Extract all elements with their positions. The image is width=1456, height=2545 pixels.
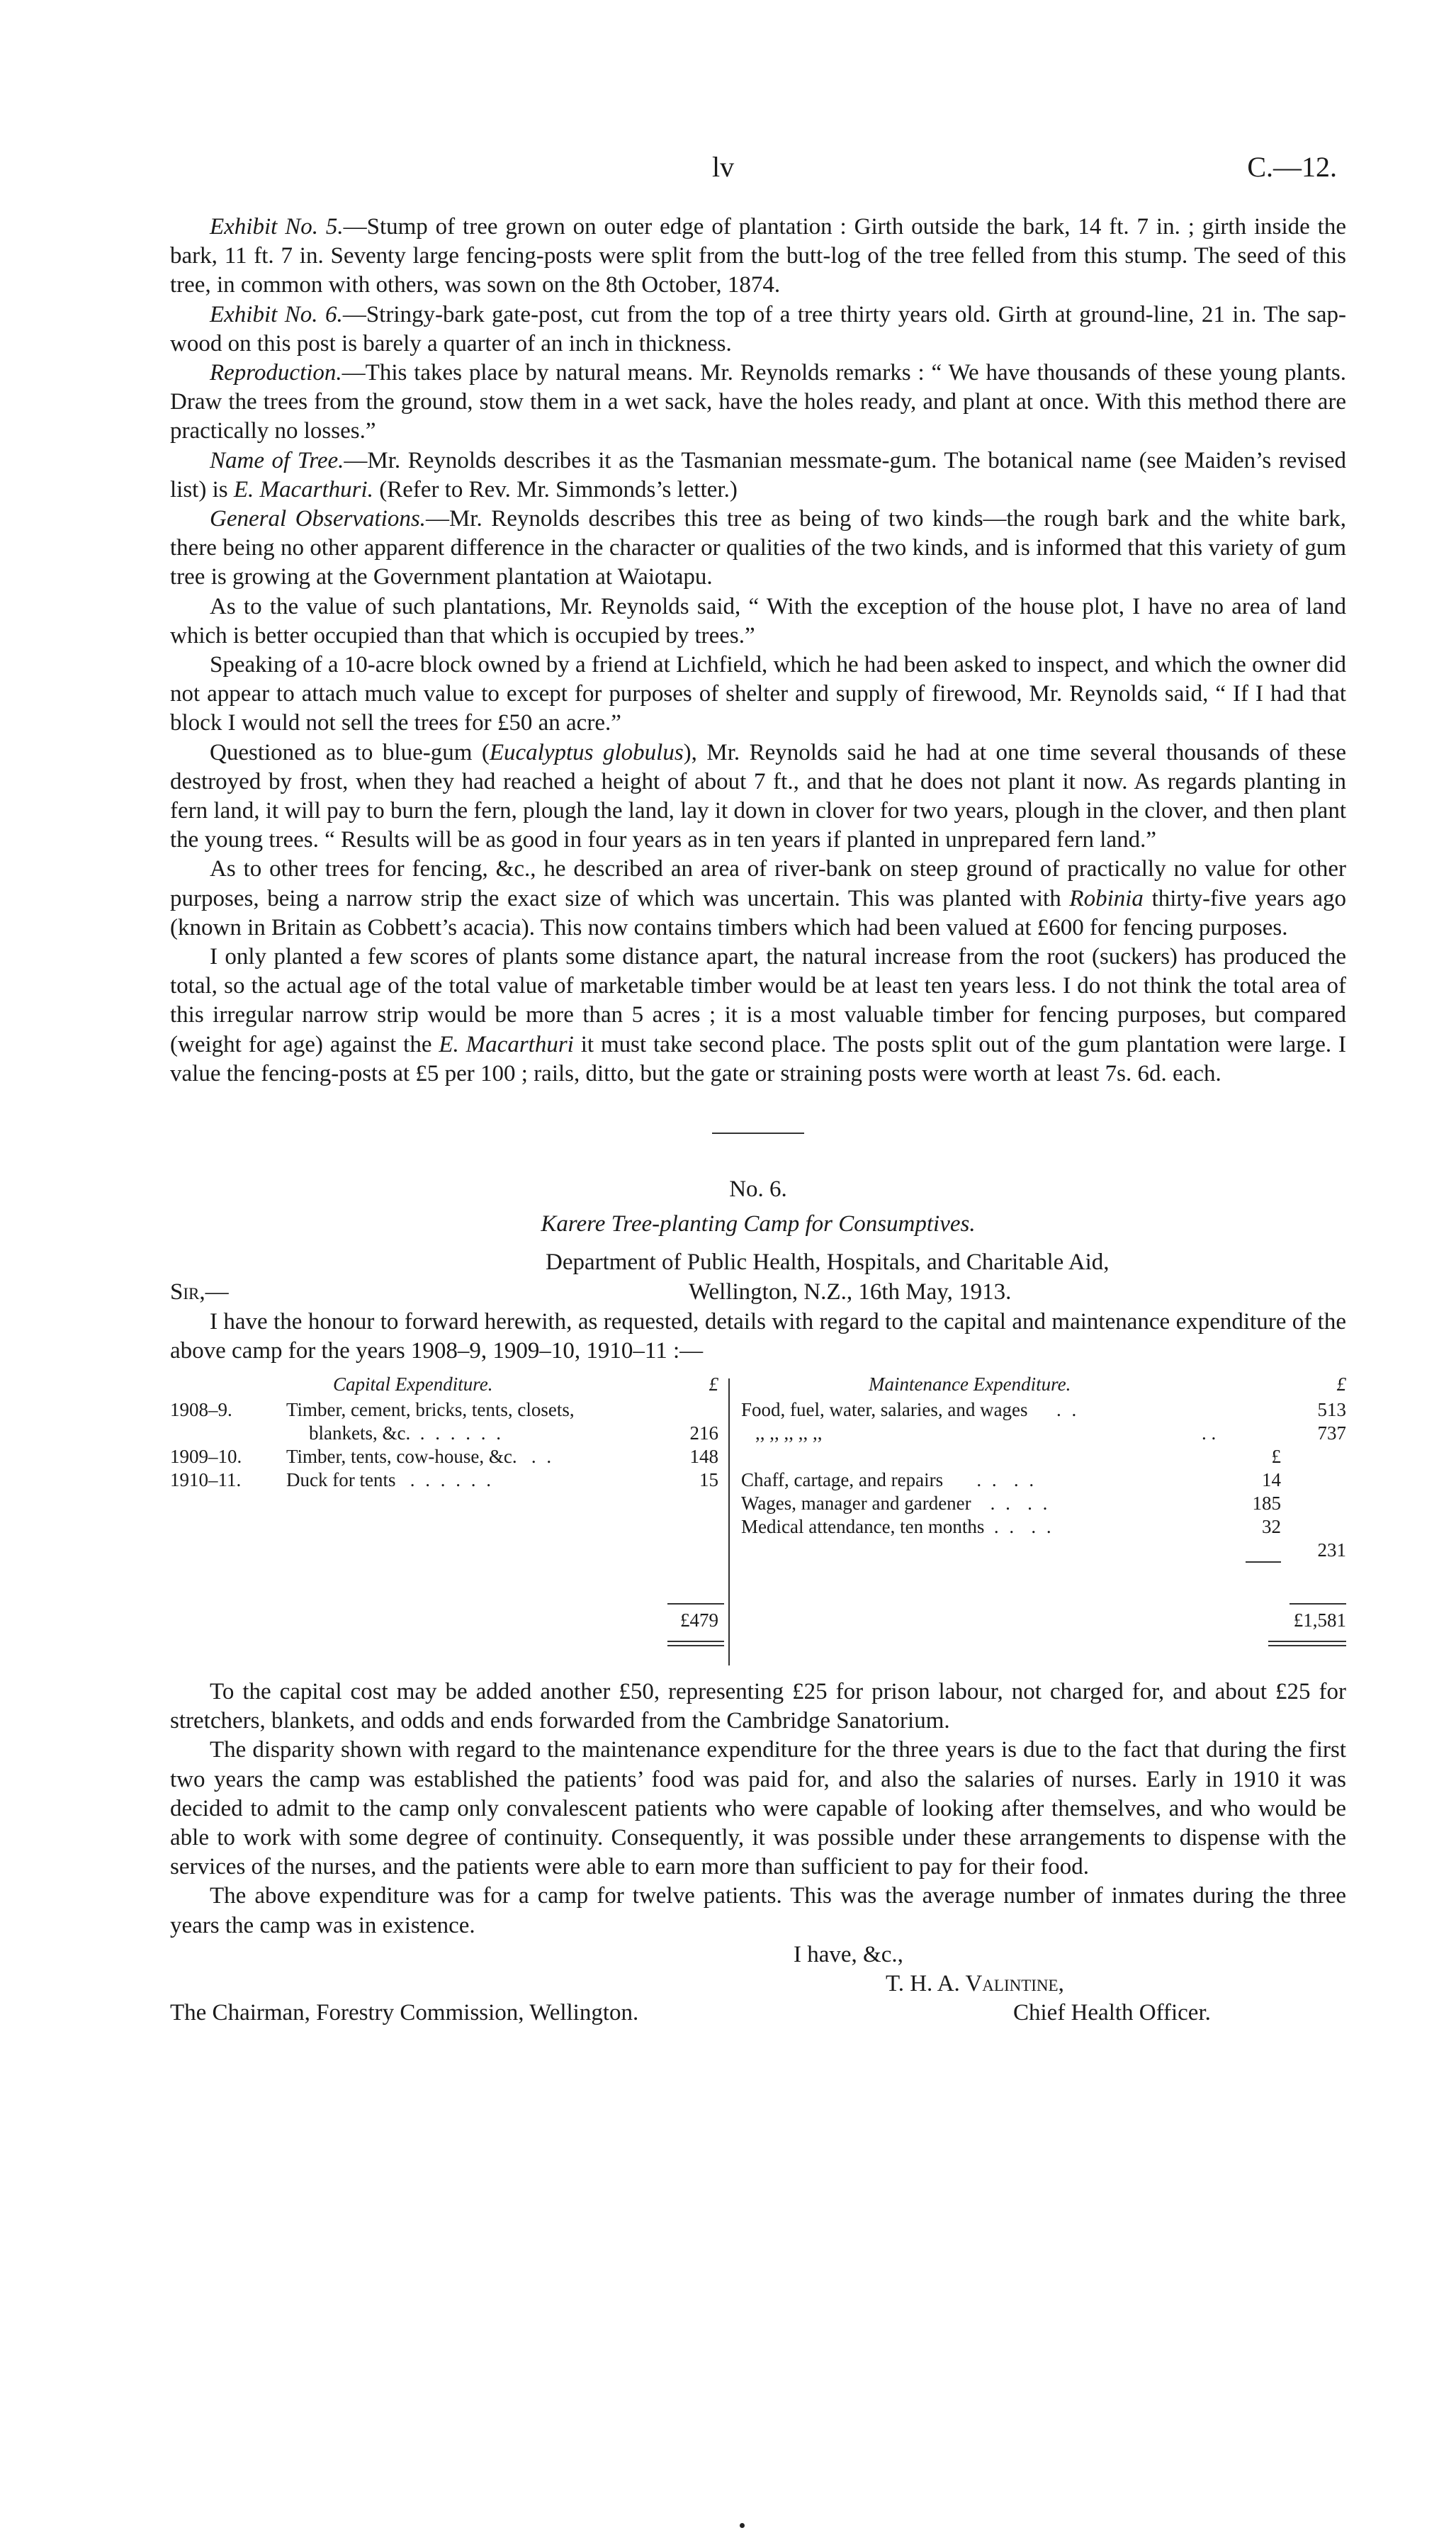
capital-total: £479 [680, 1609, 718, 1631]
body-text [170, 213, 1346, 2033]
paragraph-exhibit-5 [170, 213, 1346, 300]
paragraph-twelve-patients: The above expenditure was for a camp for twelve patients. This was the average number of inmates during the three years the camp was in existence. [170, 1883, 1346, 1938]
row-amount: 216 [689, 1422, 718, 1444]
letter-intro: I have the honour to forward herewith, as requested, details with regard to the capital and maintenance expenditure of the above camp for the years 1908–9, 1909–10, 1910–11 :— [170, 1308, 1346, 1364]
signatory-name: T. H. A. Valintine, [886, 1970, 1064, 1996]
row-sub-amount: 14 [1262, 1468, 1281, 1490]
paragraph-lead: Exhibit No. 5. [210, 214, 344, 240]
row-amount: 15 [699, 1468, 718, 1490]
botanical-name: E. Macarthuri. [233, 476, 373, 502]
row-amount: 231 [1317, 1539, 1346, 1561]
double-rule [667, 1641, 724, 1646]
botanical-name: Robinia [1069, 885, 1144, 911]
table-row [741, 1445, 1346, 1468]
total-rule [667, 1603, 724, 1605]
paragraph-reproduction [170, 359, 1346, 446]
paragraph-disparity: The disparity shown with regard to the maintenance expenditure for the three years is due to the fact that during the first two years the camp was established the patients’ food was paid for, and also the salaries of nurses. Early in 1910 it was decided to admit to the camp only convalescent patients who were capable of looking after themselves, and who would be able to work with some degree of continuity. Consequently, it was possible under these arrangements to dispense with the services of the nurses, and the patients were able to earn more than sufficient to pay for their food. [170, 1737, 1346, 1880]
row-description: Timber, tents, cow-house, &c. . . [286, 1445, 555, 1467]
capital-heading: Capital Expenditure. [333, 1373, 493, 1395]
section-title: Karere Tree-planting Camp for Consumptives. [541, 1211, 976, 1237]
maintenance-currency: £ [1336, 1373, 1346, 1395]
paragraph-text: —Mr. Reynolds describes it as the Tasmanian messmate-gum. The botanical name (see Maiden’s revised list) is [170, 447, 1346, 502]
paragraph-fencing-posts [170, 943, 1346, 1089]
row-description: Food, fuel, water, salaries, and wages . . [741, 1398, 1080, 1420]
section-number: No. 6. [729, 1176, 787, 1203]
paragraph-text: I only planted a few scores of plants some distance apart, the natural increase from the root (suckers) has produced the total, so the actual age of the total value of marketable timber would be at least ten years less. I do not think the total area of this irregular narrow strip would be more than 5 acres ; it is a most valuable timber for fencing purposes, but compared (weight for age) against the [170, 944, 1346, 1057]
total-rule [1289, 1603, 1346, 1605]
row-description: Chaff, cartage, and repairs . . . . [741, 1468, 1037, 1490]
table-row [170, 1445, 724, 1468]
section-divider [712, 1133, 804, 1134]
table-row [741, 1468, 1346, 1492]
paragraph-text: Questioned as to blue-gum ( [210, 739, 490, 765]
paragraph-capital-cost: To the capital cost may be added another £50, representing £25 for prison labour, not charged for, and about £25 for stretchers, blankets, and odds and ends forwarded from the Cambridge Sanatorium. [170, 1678, 1346, 1734]
table-row [741, 1398, 1346, 1422]
paragraph-lead: Exhibit No. 6. [210, 301, 343, 327]
letter-signoff [170, 1940, 1346, 2033]
row-description: Duck for tents . . . . . . [286, 1468, 494, 1490]
table-row [741, 1492, 1346, 1515]
signatory-title: Chief Health Officer. [1013, 1999, 1211, 2026]
page-header [0, 150, 1456, 193]
paragraph-text: —Stump of tree grown on outer edge of plantation : Girth outside the bark, 14 ft. 7 in. ; girth inside the bark, 11 ft. 7 in. Seventy large fencing-posts were split from the butt-log of the tree felled from this stump. The seed of this tree, in common with others, was sown on the 8th October, 1874. [170, 214, 1346, 298]
table-row [741, 1422, 1346, 1445]
complimentary-close: I have, &c., [794, 1941, 903, 1967]
capital-total-row [577, 1609, 718, 1632]
row-amount: 513 [1317, 1398, 1346, 1420]
paragraph-name-of-tree [170, 446, 1346, 505]
capital-table-header [170, 1373, 724, 1398]
paragraph-lichfield-block: Speaking of a 10-acre block owned by a friend at Lichfield, which he had been asked to inspect, and which the owner did not appear to attach much value to except for purposes of shelter and supply of firewood, Mr. Reynolds said, “ If I had that block I would not sell the trees for £50 an acre.” [170, 652, 1346, 736]
paragraph-robinia [170, 855, 1346, 943]
botanical-name: Eucalyptus globulus [489, 739, 684, 765]
row-year: 1910–11. [170, 1468, 242, 1490]
letter-department: Department of Public Health, Hospitals, and Charitable Aid, [546, 1249, 1110, 1275]
letter-addressee: The Chairman, Forestry Commission, Wellington. [170, 1999, 639, 2026]
capital-currency: £ [709, 1373, 718, 1395]
paragraph-lead: Reproduction. [210, 360, 342, 386]
paragraph-general-observations [170, 505, 1346, 592]
letter-place-date: Wellington, N.Z., 16th May, 1913. [689, 1279, 1012, 1305]
document-reference: C.—12. [1247, 151, 1337, 183]
row-amount: 148 [689, 1445, 718, 1467]
paragraph-text: it must take second place. The posts split out of the gum plantation were large. I value the fencing-posts at £5 per 100 ; rails, ditto, but the gate or straining posts were worth at least 7s. 6d. each. [170, 1031, 1346, 1086]
maintenance-total: £1,581 [1293, 1609, 1346, 1631]
paragraph-blue-gum [170, 738, 1346, 855]
letter-salutation: Sir,— [170, 1279, 229, 1305]
row-sub-amount: 185 [1252, 1492, 1281, 1514]
row-sub-amount: 32 [1262, 1515, 1281, 1537]
capital-expenditure-table [170, 1373, 724, 1631]
paragraph-lead: Name of Tree. [210, 447, 344, 473]
row-description: Wages, manager and gardener . . . . [741, 1492, 1051, 1514]
paragraph-text: —Mr. Reynolds describes this tree as being of two kinds—the rough bark and the white bark, there being no other apparent difference in the character or qualities of the two kinds, and is informed that this variety of gum tree is growing at the Government plantation at Waiotapu. [170, 506, 1346, 590]
paragraph-text: As to other trees for fencing, &c., he described an area of river-bank on steep ground of practically no value for other purposes, being a narrow strip the exact size of which was uncertain. This was planted with [170, 856, 1346, 911]
table-divider [728, 1378, 730, 1665]
table-row [170, 1422, 724, 1445]
table-row [170, 1468, 724, 1492]
paragraph-value-of-plantations: As to the value of such plantations, Mr. Reynolds said, “ With the exception of the house plot, I have no area of land which is better occupied than that which is occupied by trees.” [170, 593, 1346, 648]
table-row [741, 1539, 1346, 1562]
expenditure-tables [170, 1373, 1346, 1678]
row-amount: 737 [1317, 1422, 1346, 1444]
maintenance-table-header [741, 1373, 1346, 1398]
row-year: 1909–10. [170, 1445, 242, 1467]
double-rule [1268, 1641, 1346, 1646]
paragraph-text: thirty-five years ago (known in Britain as Cobbett’s acacia). This now contains timbers which had been valued at £600 for fencing purposes. [170, 885, 1347, 940]
maintenance-expenditure-table [741, 1373, 1346, 1631]
page-number: lv [712, 151, 735, 183]
paragraph-text: —Stringy-bark gate-post, cut from the top of a tree thirty years old. Girth at ground-line, 21 in. The sap-wood on this post is barely a quarter of an inch in thickness. [170, 301, 1346, 356]
row-description: blankets, &c. . . . . . . [309, 1422, 504, 1444]
table-row [741, 1515, 1346, 1539]
row-description: ,, ,, ,, ,, ,, [755, 1422, 823, 1444]
row-description: Timber, cement, bricks, tents, closets, [286, 1398, 575, 1420]
botanical-name: E. Macarthuri [439, 1031, 574, 1057]
table-row [170, 1398, 724, 1422]
paragraph-lead: General Observations. [210, 506, 426, 532]
letter-heading [170, 1248, 1346, 1308]
row-dots: . . [1202, 1422, 1217, 1444]
paragraph-text: —This takes place by natural means. Mr. Reynolds remarks : “ We have thousands of these young plants. Draw the trees from the ground, stow them in a wet sack, have the holes ready, and plant at once. With this method there are practically no losses.” [170, 360, 1346, 444]
maintenance-heading: Maintenance Expenditure. [869, 1373, 1071, 1395]
paragraph-text: (Refer to Rev. Mr. Simmonds’s letter.) [373, 476, 738, 502]
maintenance-total-row [1204, 1609, 1346, 1632]
row-description: Medical attendance, ten months . . . . [741, 1515, 1054, 1537]
row-year: 1908–9. [170, 1398, 232, 1420]
row-sub-currency: £ [1271, 1445, 1281, 1467]
paragraph-exhibit-6 [170, 300, 1346, 359]
ink-dot [740, 2523, 745, 2528]
paragraph-text: ), Mr. Reynolds said he had at one time several thousands of these destroyed by frost, when they had reached a height of about 7 ft., and that he does not plant it now. As regards planting in fern land, it will pay to burn the fern, plough the land, lay it down in clover for two years, plough in the clover, and then plant the young trees. “ Results will be as good in four years as in ten years if planted in unprepared fern land.” [170, 739, 1346, 853]
